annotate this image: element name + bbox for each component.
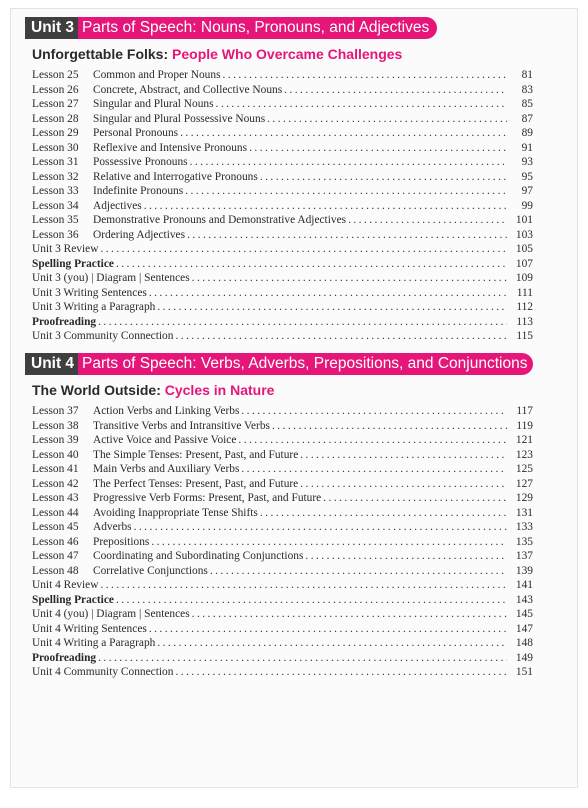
lesson-number: Lesson 36 <box>32 228 79 241</box>
toc-entry <box>32 607 533 622</box>
dot-leader <box>116 593 507 608</box>
dot-leader <box>284 83 507 98</box>
toc-entry <box>32 315 533 330</box>
entry-title: Unit 3 Writing a Paragraph <box>32 301 156 313</box>
page-number: 111 <box>516 286 533 299</box>
dot-leader <box>175 665 507 680</box>
toc-entry <box>32 491 533 506</box>
page-number: 147 <box>515 622 533 635</box>
page-number: 113 <box>516 315 533 328</box>
unit-3-section <box>25 17 533 344</box>
toc-entry <box>32 433 533 448</box>
dot-leader <box>210 564 507 579</box>
dot-leader <box>151 535 507 550</box>
entry-title: Concrete, Abstract, and Collective Nouns <box>93 83 283 96</box>
dot-leader <box>187 228 507 243</box>
entry-title: Coordinating and Subordinating Conjunctions <box>93 550 304 562</box>
unit-4-section <box>25 353 533 680</box>
toc-entry <box>32 549 533 564</box>
toc-entry <box>32 83 533 98</box>
dot-leader <box>98 651 507 666</box>
entry-title: Common and Proper Nouns <box>93 69 221 81</box>
lesson-number: Lesson 45 <box>32 521 79 533</box>
theme-title: People Who Overcame Challenges <box>172 46 403 62</box>
page-number: 151 <box>515 666 533 678</box>
page-number: 141 <box>515 579 533 591</box>
unit-topic: Parts of Speech: Nouns, Pronouns, and Adjectives <box>82 19 430 36</box>
toc-entry <box>32 665 533 680</box>
dot-leader <box>192 271 507 286</box>
toc-entry <box>32 271 533 286</box>
toc-entry <box>32 300 533 315</box>
toc-entry <box>32 68 533 83</box>
page-number: 137 <box>515 550 533 562</box>
entry-title: The Simple Tenses: Present, Past, and Future <box>93 448 299 461</box>
lesson-number: Lesson 30 <box>32 141 79 154</box>
entry-title: Singular and Plural Possessive Nouns <box>93 112 266 125</box>
entry-title: Action Verbs and Linking Verbs <box>93 405 240 417</box>
toc-entry <box>32 404 533 419</box>
page-number: 127 <box>515 477 533 490</box>
toc-entry <box>32 477 533 492</box>
entry-title: Progressive Verb Forms: Present, Past, and Future <box>93 492 322 504</box>
dot-leader <box>149 286 507 301</box>
toc-entry <box>32 242 533 257</box>
dot-leader <box>100 578 507 593</box>
lesson-number: Lesson 38 <box>32 419 79 432</box>
dot-leader <box>149 622 507 637</box>
toc-entry <box>32 257 533 272</box>
page-number: 129 <box>515 492 533 504</box>
entry-title: Relative and Interrogative Pronouns <box>93 170 258 183</box>
toc-entry <box>32 622 533 637</box>
dot-leader <box>100 242 507 257</box>
entry-title: Unit 3 (you) | Diagram | Sentences <box>32 272 190 284</box>
entry-title: Demonstrative Pronouns and Demonstrative Adjectives <box>93 214 347 226</box>
dot-leader <box>260 506 507 521</box>
dot-leader <box>190 155 507 170</box>
entry-title: Spelling Practice <box>32 593 114 606</box>
dot-leader <box>116 257 507 272</box>
toc-entry <box>32 506 533 521</box>
page-number: 119 <box>516 419 533 432</box>
page-number: 81 <box>521 69 533 81</box>
page-number: 112 <box>516 301 533 313</box>
entry-title: Active Voice and Passive Voice <box>93 434 237 446</box>
page-number: 131 <box>515 506 533 519</box>
entry-title: Singular and Plural Nouns <box>93 98 214 110</box>
page-number: 133 <box>515 521 533 533</box>
dot-leader <box>180 126 507 141</box>
dot-leader <box>241 404 507 419</box>
theme-title: Cycles in Nature <box>164 382 275 398</box>
theme-prefix: The World Outside: <box>32 382 161 398</box>
dot-leader <box>223 68 507 83</box>
dot-leader <box>157 300 507 315</box>
lesson-number: Lesson 31 <box>32 156 79 168</box>
unit-topic: Parts of Speech: Verbs, Adverbs, Prepositions, and Conjunctions <box>82 355 528 372</box>
dot-leader <box>260 170 507 185</box>
entry-title: The Perfect Tenses: Present, Past, and Future <box>93 477 299 490</box>
page-number: 83 <box>521 83 533 96</box>
lesson-number: Lesson 44 <box>32 506 79 519</box>
page-number: 103 <box>515 228 533 241</box>
page-number: 149 <box>515 651 533 664</box>
entry-title: Unit 4 (you) | Diagram | Sentences <box>32 608 190 620</box>
toc-entry <box>32 228 533 243</box>
page-number: 93 <box>521 156 533 168</box>
entry-title: Personal Pronouns <box>93 127 179 139</box>
toc-entry <box>32 651 533 666</box>
unit-banner <box>25 353 533 375</box>
entry-title: Adverbs <box>93 521 132 533</box>
dot-leader <box>98 315 507 330</box>
page-number: 117 <box>516 405 533 417</box>
entry-title: Unit 3 Community Connection <box>32 330 174 342</box>
toc-entry <box>32 112 533 127</box>
lesson-number: Lesson 28 <box>32 112 79 125</box>
lesson-number: Lesson 34 <box>32 199 79 212</box>
entry-title: Proofreading <box>32 315 97 328</box>
page-number: 85 <box>521 98 533 110</box>
toc-entry <box>32 462 533 477</box>
entry-title: Proofreading <box>32 651 97 664</box>
page-number: 135 <box>515 535 533 548</box>
entry-title: Unit 4 Writing a Paragraph <box>32 637 156 649</box>
toc-page <box>10 8 578 788</box>
dot-leader <box>323 491 507 506</box>
toc-list <box>32 404 533 680</box>
dot-leader <box>192 607 507 622</box>
page-number: 125 <box>515 463 533 475</box>
page-number: 87 <box>521 112 533 125</box>
lesson-number: Lesson 27 <box>32 98 79 110</box>
page-number: 148 <box>515 637 533 649</box>
entry-title: Correlative Conjunctions <box>93 564 208 577</box>
entry-title: Unit 4 Writing Sentences <box>32 622 147 635</box>
dot-leader <box>157 636 507 651</box>
toc-entry <box>32 155 533 170</box>
dot-leader <box>267 112 507 127</box>
toc-entry <box>32 199 533 214</box>
page-number: 105 <box>515 243 533 255</box>
page-number: 109 <box>515 272 533 284</box>
dot-leader <box>249 141 507 156</box>
entry-title: Unit 4 Review <box>32 579 99 591</box>
lesson-number: Lesson 46 <box>32 535 79 548</box>
entry-title: Possessive Pronouns <box>93 156 188 168</box>
dot-leader <box>238 433 507 448</box>
page-number: 123 <box>515 448 533 461</box>
dot-leader <box>348 213 507 228</box>
dot-leader <box>300 448 507 463</box>
lesson-number: Lesson 48 <box>32 564 79 577</box>
toc-entry <box>32 184 533 199</box>
theme-heading <box>32 46 533 62</box>
dot-leader <box>144 199 507 214</box>
lesson-number: Lesson 41 <box>32 463 79 475</box>
page-number: 101 <box>515 214 533 226</box>
lesson-number: Lesson 47 <box>32 550 79 562</box>
toc-entry <box>32 448 533 463</box>
dot-leader <box>241 462 507 477</box>
toc-entry <box>32 97 533 112</box>
lesson-number: Lesson 32 <box>32 170 79 183</box>
entry-title: Transitive Verbs and Intransitive Verbs <box>93 419 270 432</box>
entry-title: Unit 3 Review <box>32 243 99 255</box>
lesson-number: Lesson 40 <box>32 448 79 461</box>
entry-title: Reflexive and Intensive Pronouns <box>93 141 248 154</box>
entry-title: Spelling Practice <box>32 257 114 270</box>
page-number: 97 <box>521 185 533 197</box>
unit-banner <box>25 17 533 39</box>
lesson-number: Lesson 29 <box>32 127 79 139</box>
toc-entry <box>32 593 533 608</box>
unit-label: Unit 3 <box>25 17 78 39</box>
page-number: 91 <box>521 141 533 154</box>
lesson-number: Lesson 42 <box>32 477 79 490</box>
toc-entry <box>32 578 533 593</box>
toc-entry <box>32 329 533 344</box>
theme-heading <box>32 382 533 398</box>
lesson-number: Lesson 37 <box>32 405 79 417</box>
dot-leader <box>216 97 507 112</box>
unit-label: Unit 4 <box>25 353 78 375</box>
page-number: 95 <box>521 170 533 183</box>
toc-entry <box>32 419 533 434</box>
page-number: 107 <box>515 257 533 270</box>
entry-title: Main Verbs and Auxiliary Verbs <box>93 463 240 475</box>
page-number: 99 <box>521 199 533 212</box>
lesson-number: Lesson 33 <box>32 185 79 197</box>
page-number: 139 <box>515 564 533 577</box>
lesson-number: Lesson 26 <box>32 83 79 96</box>
lesson-number: Lesson 43 <box>32 492 79 504</box>
entry-title: Indefinite Pronouns <box>93 185 184 197</box>
page-number: 143 <box>515 593 533 606</box>
lesson-number: Lesson 35 <box>32 214 79 226</box>
dot-leader <box>185 184 507 199</box>
toc-entry <box>32 286 533 301</box>
entry-title: Ordering Adjectives <box>93 228 186 241</box>
lesson-number: Lesson 39 <box>32 434 79 446</box>
page-number: 89 <box>521 127 533 139</box>
toc-entry <box>32 213 533 228</box>
lesson-number: Lesson 25 <box>32 69 79 81</box>
toc-entry <box>32 141 533 156</box>
dot-leader <box>272 419 507 434</box>
dot-leader <box>305 549 507 564</box>
page-number: 145 <box>515 608 533 620</box>
toc-entry <box>32 535 533 550</box>
toc-entry <box>32 636 533 651</box>
entry-title: Prepositions <box>93 535 150 548</box>
entry-title: Unit 4 Community Connection <box>32 666 174 678</box>
page-number: 115 <box>516 330 533 342</box>
theme-prefix: Unforgettable Folks: <box>32 46 169 62</box>
entry-title: Avoiding Inappropriate Tense Shifts <box>93 506 258 519</box>
dot-leader <box>134 520 507 535</box>
entry-title: Adjectives <box>93 199 142 212</box>
toc-list <box>32 68 533 344</box>
toc-entry <box>32 520 533 535</box>
dot-leader <box>300 477 507 492</box>
dot-leader <box>175 329 507 344</box>
toc-entry <box>32 126 533 141</box>
toc-entry <box>32 170 533 185</box>
entry-title: Unit 3 Writing Sentences <box>32 286 147 299</box>
toc-entry <box>32 564 533 579</box>
page-number: 121 <box>515 434 533 446</box>
